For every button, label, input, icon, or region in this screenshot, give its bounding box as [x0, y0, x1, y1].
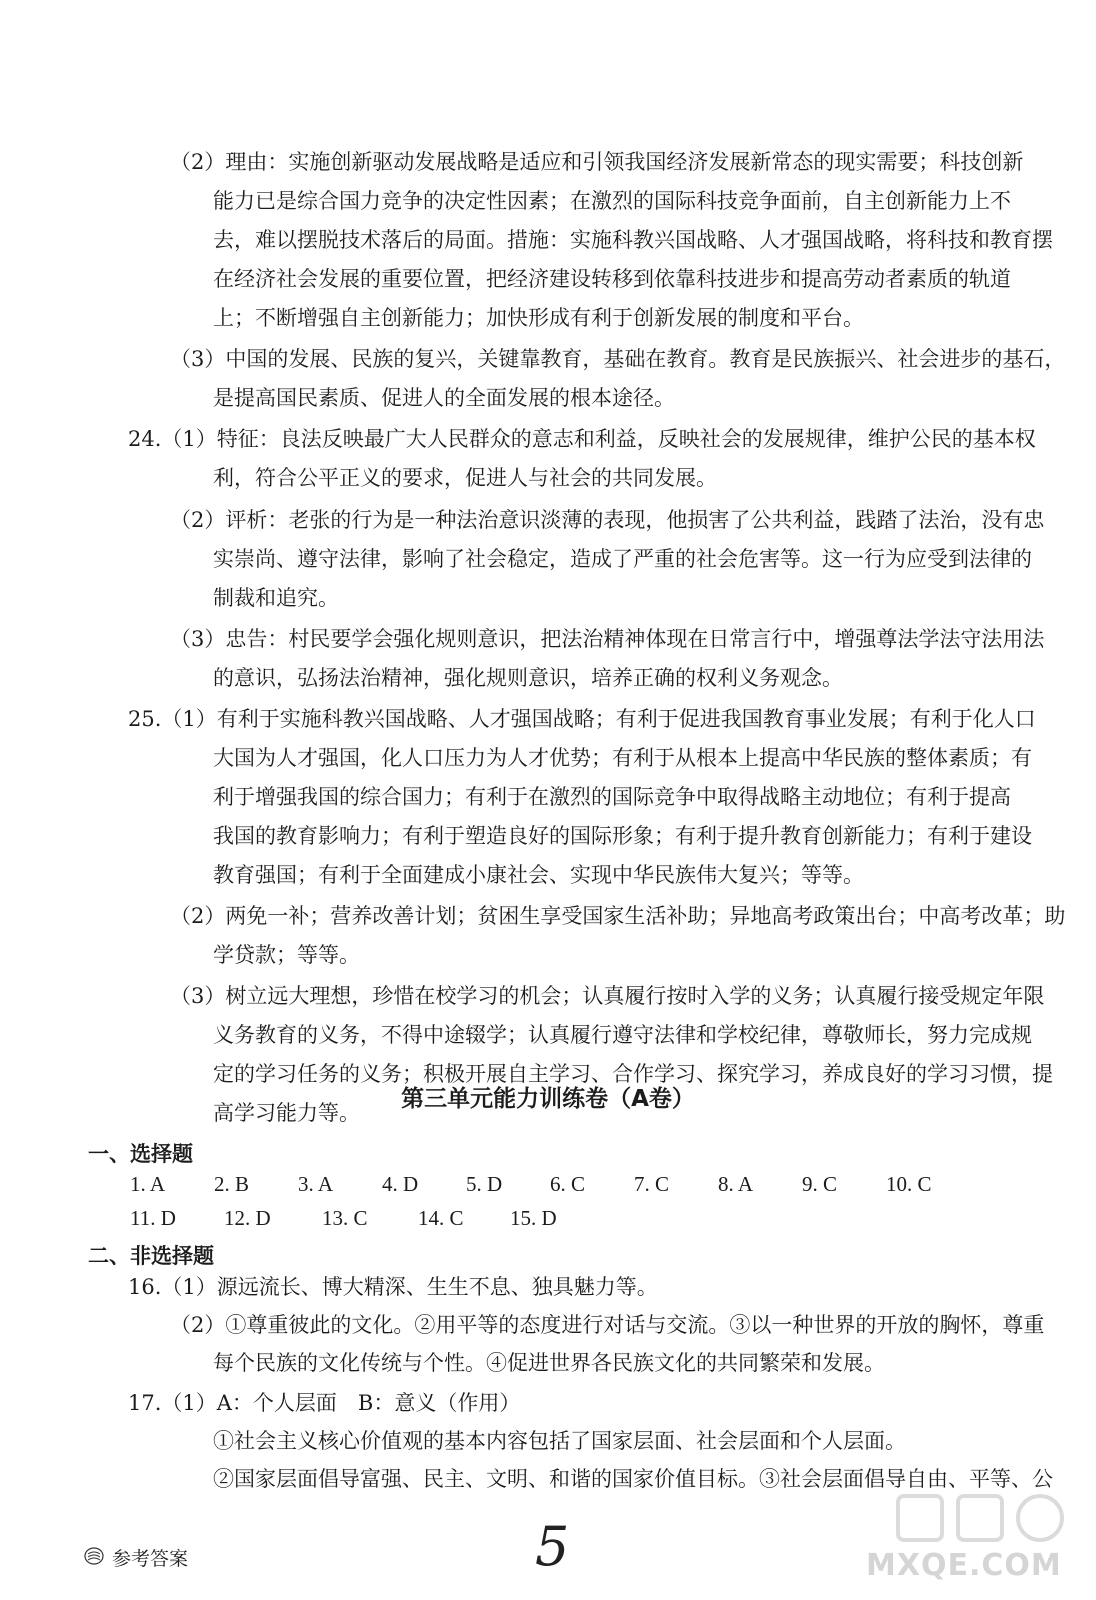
answer-item: 13. C [322, 1206, 368, 1230]
text-line: 利于增强我国的综合国力；有利于在激烈的国际竞争中取得战略主动地位；有利于提高 [213, 785, 1011, 809]
text-line: 在经济社会发展的重要位置，把经济建设转移到依靠科技进步和提高劳动者素质的轨道 [213, 267, 1011, 291]
text-line: 上；不断增强自主创新能力；加快形成有利于创新发展的制度和平台。 [213, 306, 864, 330]
text-line: （2）两免一补；营养改善计划；贫困生享受国家生活补助；异地高考政策出台；中高考改革；助 [170, 904, 1066, 928]
answer-item: 9. C [802, 1172, 838, 1196]
answer-item: 8. A [718, 1172, 754, 1196]
text-line: 实崇尚、遵守法律，影响了社会稳定，造成了严重的社会危害等。这一行为应受到法律的 [213, 547, 1032, 571]
answer-item: 7. C [634, 1172, 670, 1196]
text-line: ②国家层面倡导富强、民主、文明、和谐的国家价值目标。③社会层面倡导自由、平等、公 [213, 1467, 1053, 1491]
book-icon [84, 1546, 104, 1566]
text-line: 去，难以摆脱技术落后的局面。措施：实施科教兴国战略、人才强国战略，将科技和教育摆 [213, 228, 1053, 252]
answer-item: 14. C [418, 1206, 464, 1230]
text-line: 制裁和追究。 [213, 586, 339, 610]
page-number: 5 [535, 1515, 570, 1578]
answer-item: 3. A [298, 1172, 334, 1196]
watermark-logo-icon [858, 1490, 1078, 1550]
part-two-heading: 二、非选择题 [88, 1244, 214, 1268]
text-line: 能力已是综合国力竞争的决定性因素；在激烈的国际科技竞争面前，自主创新能力上不 [213, 189, 1011, 213]
text-line: 大国为人才强国，化人口压力为人才优势；有利于从根本上提高中华民族的整体素质；有 [213, 746, 1032, 770]
text-line: 25.（1）有利于实施科教兴国战略、人才强国战略；有利于促进我国教育事业发展；有利于化人口 [128, 707, 1036, 731]
text-line: 利，符合公平正义的要求，促进人与社会的共同发展。 [213, 466, 717, 490]
answer-item: 15. D [510, 1206, 557, 1230]
text-line: （2）理由：实施创新驱动发展战略是适应和引领我国经济发展新常态的现实需要；科技创新 [170, 150, 1024, 174]
text-line: 义务教育的义务，不得中途辍学；认真履行遵守法律和学校纪律，尊敬师长，努力完成规 [213, 1023, 1032, 1047]
answer-item: 5. D [466, 1172, 503, 1196]
answer-item: 2. B [214, 1172, 250, 1196]
answer-item: 12. D [224, 1206, 271, 1230]
text-line: 的意识，弘扬法治精神，强化规则意识，培养正确的权利义务观念。 [213, 666, 843, 690]
part-one-heading: 一、选择题 [88, 1142, 193, 1166]
watermark [858, 1490, 1078, 1590]
answer-item: 1. A [130, 1172, 166, 1196]
text-line: 定的学习任务的义务；积极开展自主学习、合作学习、探究学习，养成良好的学习习惯，提 [213, 1062, 1053, 1086]
text-line: 16.（1）源远流长、博大精深、生生不息、独具魅力等。 [128, 1275, 658, 1299]
section-title: 第三单元能力训练卷（A卷） [401, 1086, 695, 1112]
text-line: 是提高国民素质、促进人的全面发展的根本途径。 [213, 386, 675, 410]
text-line: 教育强国；有利于全面建成小康社会、实现中华民族伟大复兴；等等。 [213, 863, 864, 887]
text-line: 学贷款；等等。 [213, 943, 360, 967]
text-line: （2）①尊重彼此的文化。②用平等的态度进行对话与交流。③以一种世界的开放的胸怀，尊重 [170, 1313, 1045, 1337]
text-line: （3）中国的发展、民族的复兴，关键靠教育，基础在教育。教育是民族振兴、社会进步的基石， [170, 347, 1066, 371]
text-line: 17.（1）A：个人层面 B：意义（作用） [128, 1391, 521, 1415]
text-line: 我国的教育影响力；有利于塑造良好的国际形象；有利于提升教育创新能力；有利于建设 [213, 824, 1032, 848]
answer-item: 4. D [382, 1172, 419, 1196]
answer-item: 10. C [886, 1172, 932, 1196]
text-line: （3）忠告：村民要学会强化规则意识，把法治精神体现在日常言行中，增强尊法学法守法用法 [170, 627, 1045, 651]
text-line: （2）评析：老张的行为是一种法治意识淡薄的表现，他损害了公共利益，践踏了法治，没有忠 [170, 508, 1045, 532]
footer-label: 参考答案 [112, 1548, 189, 1570]
answer-item: 6. C [550, 1172, 586, 1196]
text-line: 24.（1）特征：良法反映最广大人民群众的意志和利益，反映社会的发展规律，维护公民的基本权 [128, 427, 1036, 451]
watermark-text: MXQE.COM [866, 1548, 1062, 1583]
text-line: 每个民族的文化传统与个性。④促进世界各民族文化的共同繁荣和发展。 [213, 1351, 885, 1375]
answer-item: 11. D [130, 1206, 176, 1230]
text-line: （3）树立远大理想，珍惜在校学习的机会；认真履行按时入学的义务；认真履行接受规定年限 [170, 984, 1045, 1008]
text-line: ①社会主义核心价值观的基本内容包括了国家层面、社会层面和个人层面。 [213, 1429, 906, 1453]
text-line: 高学习能力等。 [213, 1101, 360, 1125]
